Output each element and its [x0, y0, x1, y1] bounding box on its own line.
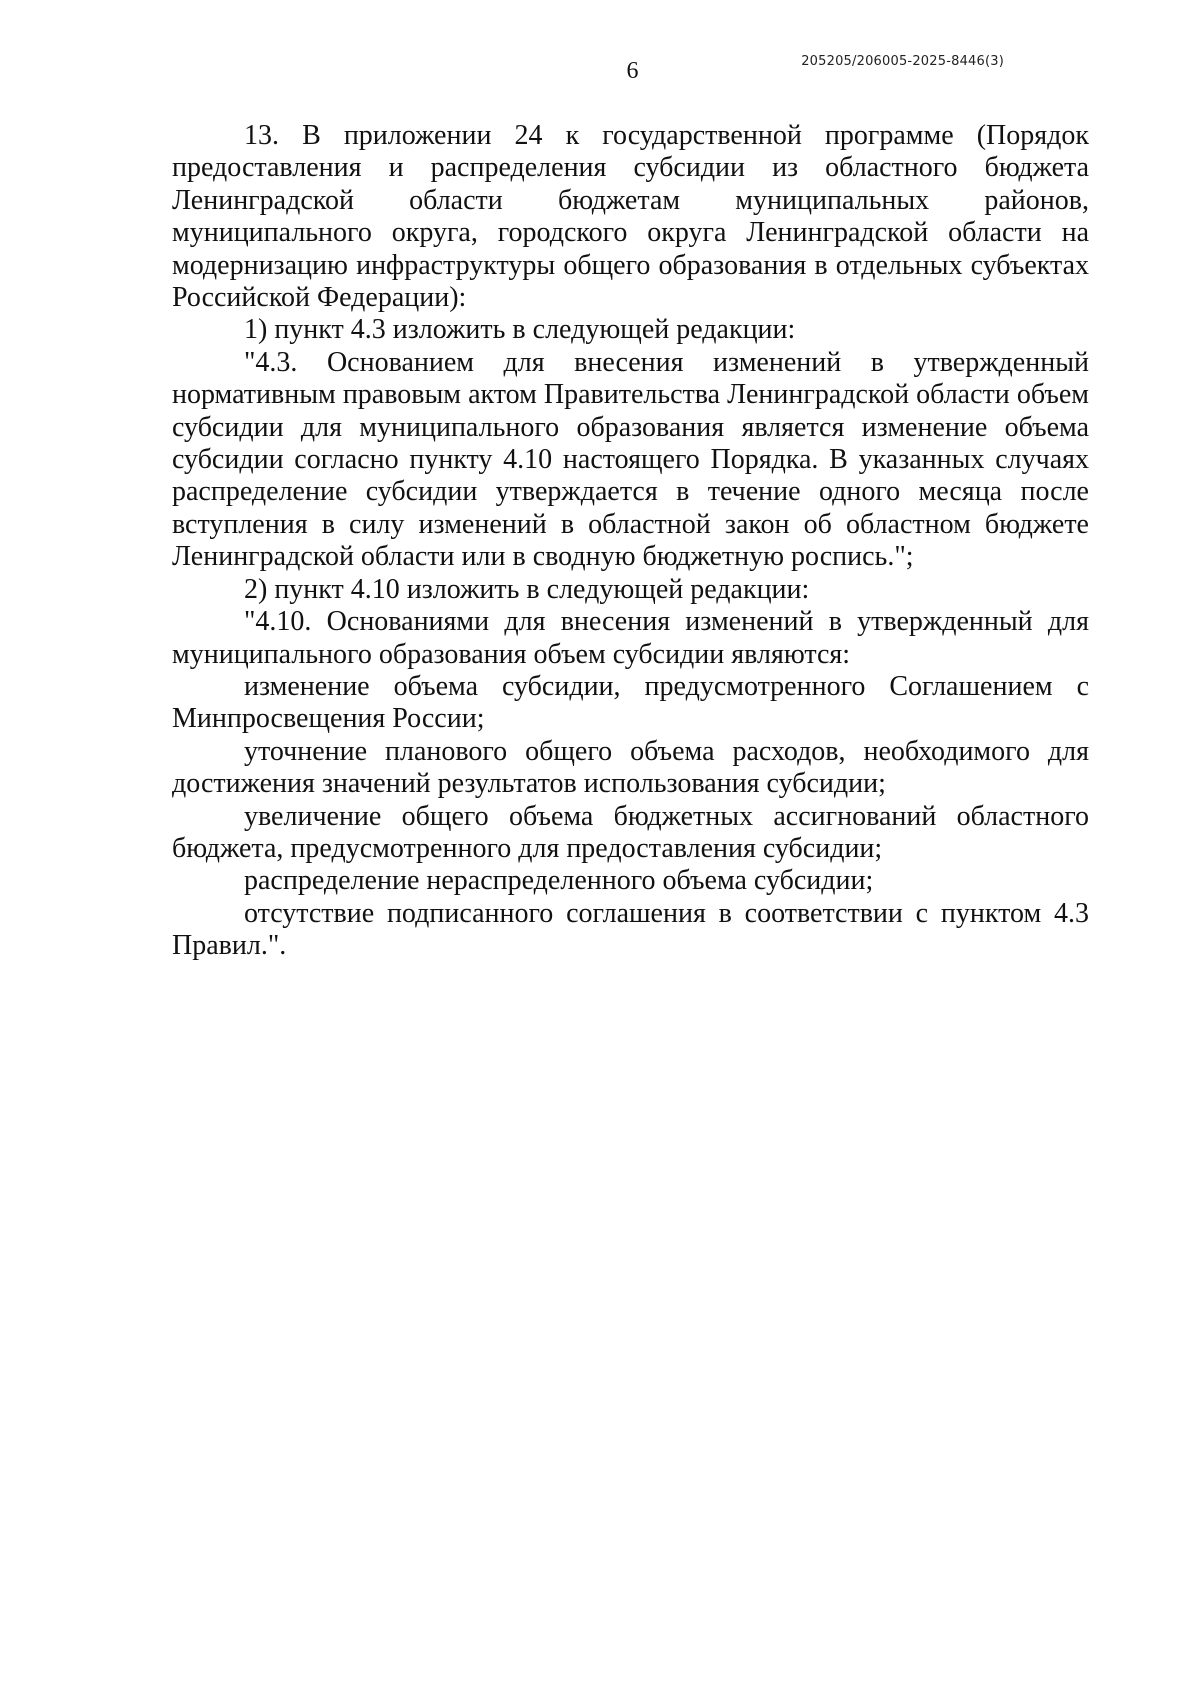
paragraph-item-13: 13. В приложении 24 к государственной программе (Порядок предоставления и распределения субсидии из областного бюджета Ленинградской области бюджетам муниципальных районов, муниципального округа, городского округа Ленинградской области на модернизацию инфраструктуры общего образования в отдельных субъектах Российской Федерации):	[172, 120, 1089, 314]
document-registration-number: 205205/206005-2025-8446(3)	[801, 54, 1004, 69]
subitem-1-heading: 1) пункт 4.3 изложить в следующей редакции:	[244, 314, 796, 346]
clause-4-3-text: "4.3. Основанием для внесения изменений в утвержденный нормативным правовым актом Правительства Ленинградской области объем субсидии для муниципального образования является изменение объема субсидии согласно пункту 4.10 настоящего Порядка. В указанных случаях распределение субсидии утверждается в течение одного месяца после вступления в силу изменений в областной закон об областном бюджете Ленинградской области или в сводную бюджетную роспись.";	[172, 346, 1089, 573]
clause-4-10-intro: "4.10. Основаниями для внесения изменений в утвержденный для муниципального образования объем субсидии являются:	[172, 606, 1089, 670]
subitem-2-heading: 2) пункт 4.10 изложить в следующей редакции:	[244, 573, 810, 605]
clause-4-10-ground-4: распределение нераспределенного объема субсидии;	[244, 865, 874, 897]
clause-4-10-ground-2: уточнение планового общего объема расходов, необходимого для достижения значений результатов использования субсидии;	[172, 735, 1089, 800]
clause-4-10-ground-1: изменение объема субсидии, предусмотренного Соглашением с Минпросвещения России;	[172, 670, 1089, 735]
clause-4-10-ground-3: увеличение общего объема бюджетных ассигнований областного бюджета, предусмотренного для предоставления субсидии;	[172, 800, 1089, 864]
document-body	[172, 120, 1089, 963]
clause-4-10-ground-5: отсутствие подписанного соглашения в соответствии с пунктом 4.3 Правил.".	[172, 897, 1089, 962]
page-number: 6	[626, 58, 639, 84]
